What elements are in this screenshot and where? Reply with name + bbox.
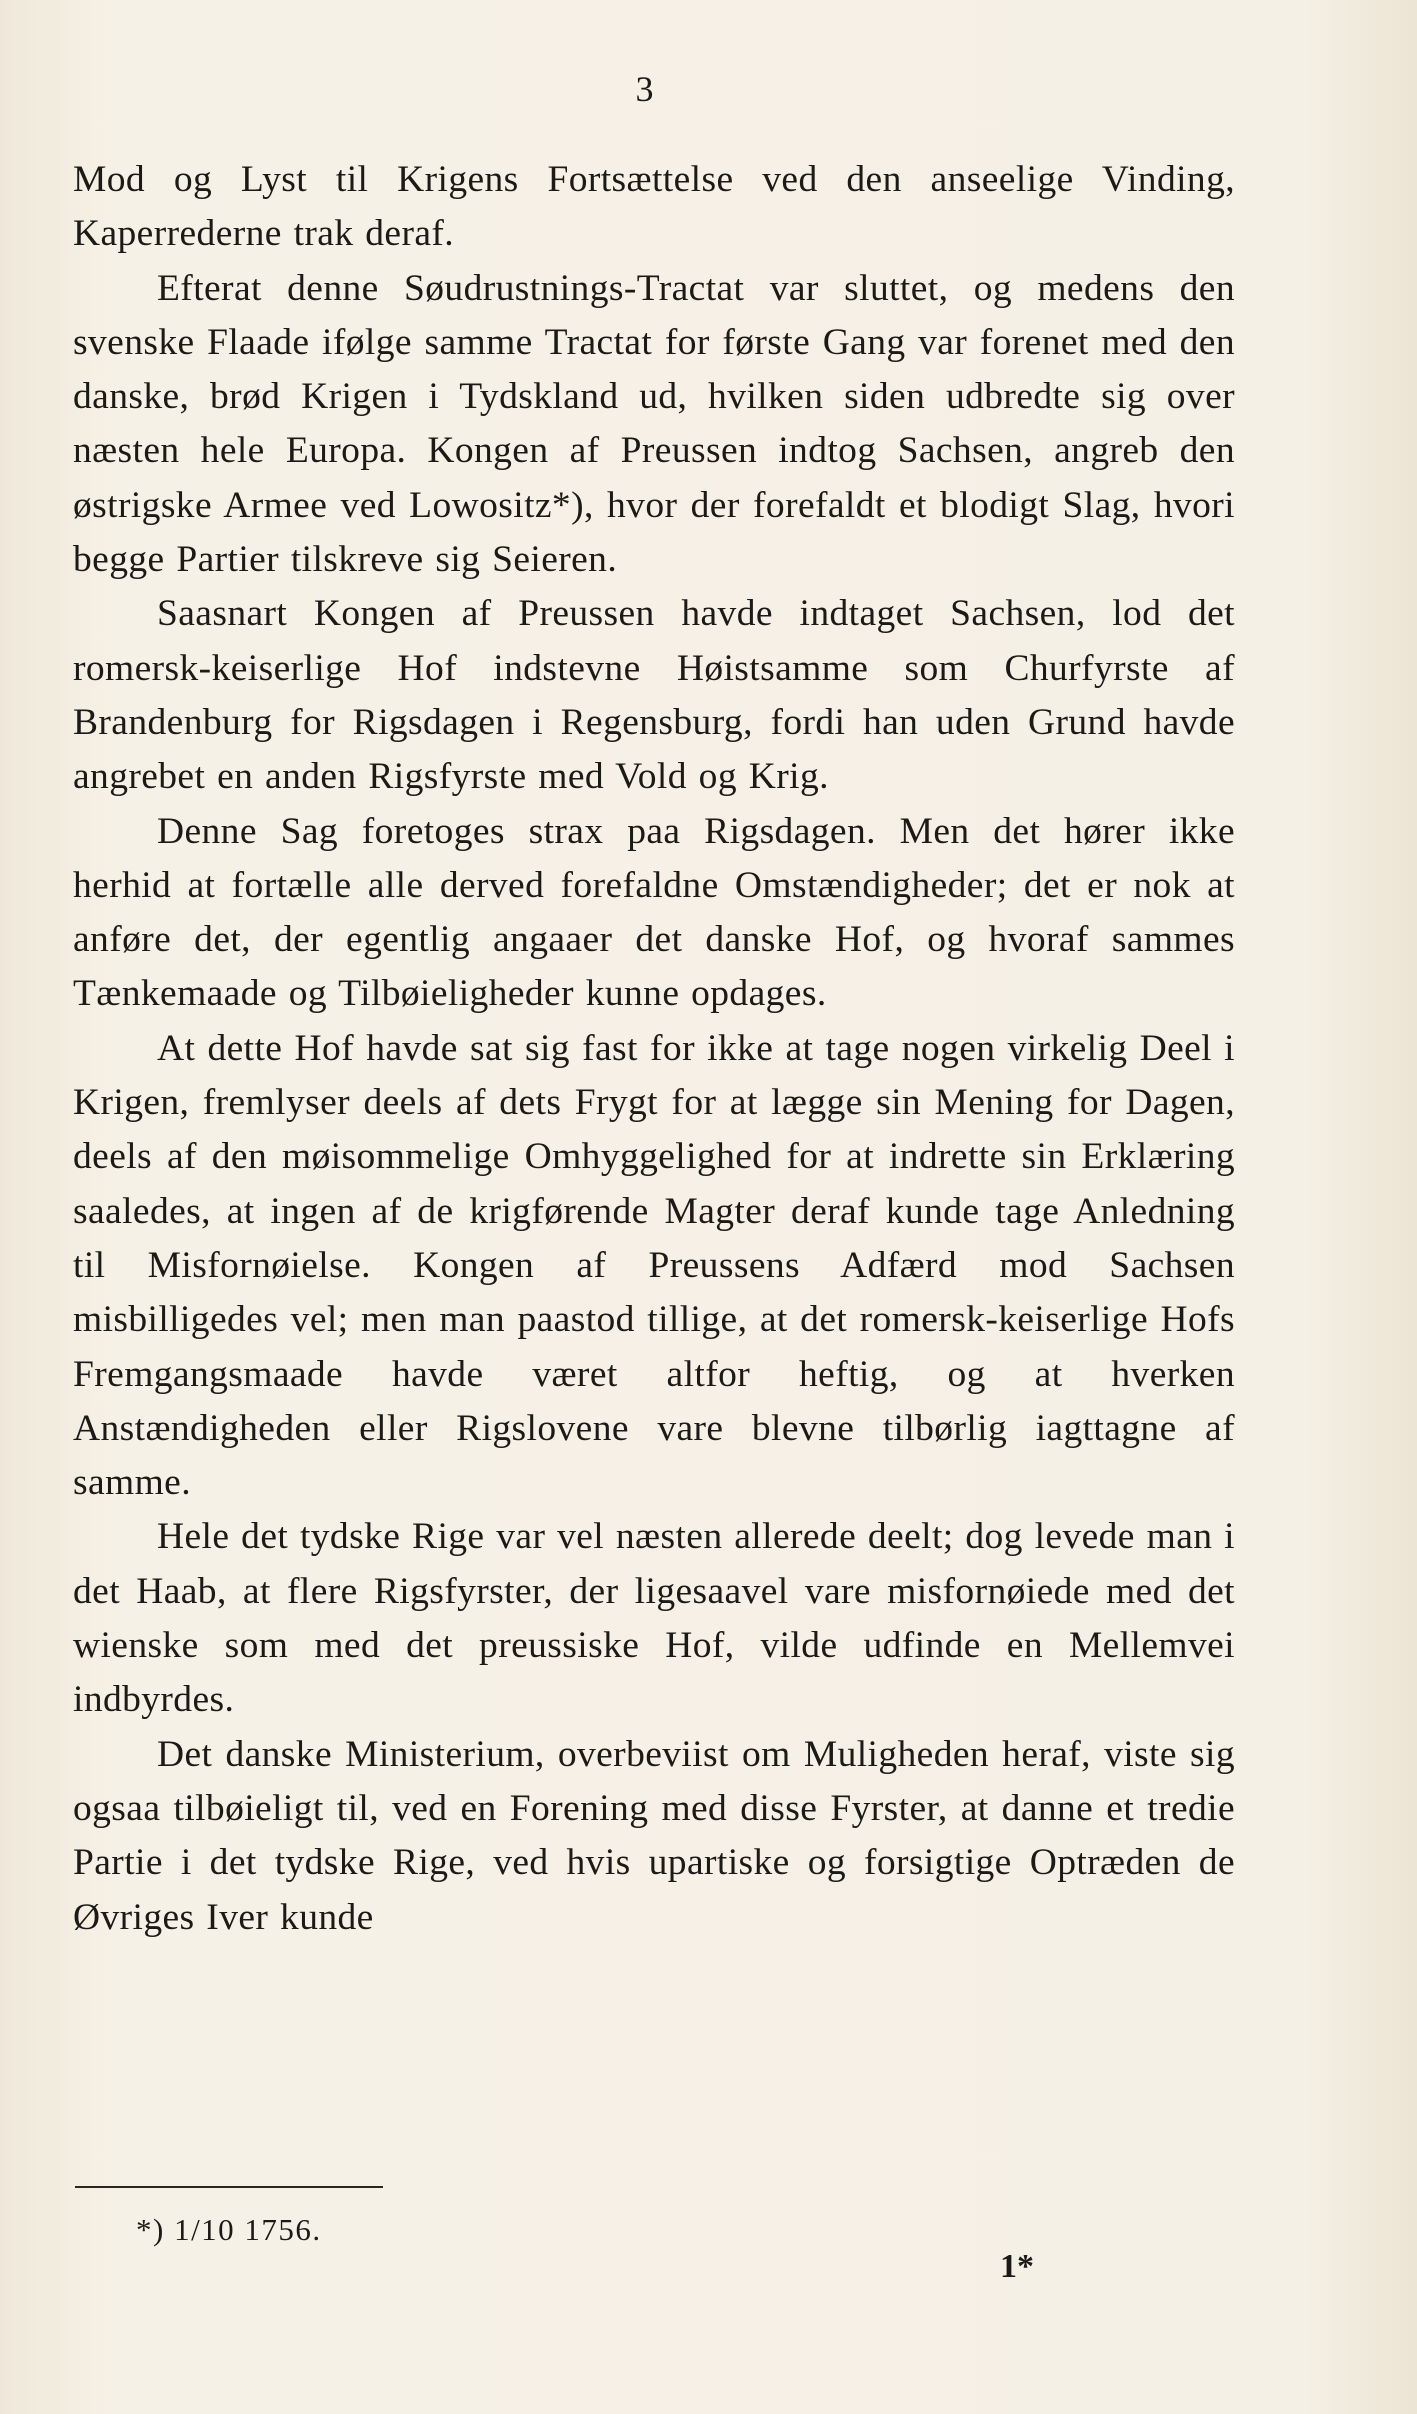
body-text [73,153,1235,1945]
paragraph: Efterat denne Søudrustnings-Tractat var sluttet, og medens den svenske Flaade ifølge samme Tractat for første Gang var forenet med den danske, brød Krigen i Tydskland ud, hvilken siden udbredte sig over næsten hele Europa. Kongen af Preussen indtog Sachsen, angreb den østrigske Armee ved Lowositz*), hvor der forefaldt et blodigt Slag, hvori begge Partier tilskreve sig Seieren. [73,267,1235,581]
paragraph: Saasnart Kongen af Preussen havde indtaget Sachsen, lod det romersk-keiserlige Hof indstevne Høistsamme som Churfyrste af Brandenburg for Rigsdagen i Regensburg, fordi han uden Grund havde angrebet en anden Rigsfyrste med Vold og Krig. [73,593,1235,798]
footnote-divider [75,2186,383,2188]
paragraph: At dette Hof havde sat sig fast for ikke at tage nogen virkelig Deel i Krigen, fremlyser deels af dets Frygt for at lægge sin Mening for Dagen, deels af den møisommelige Omhyggelighed for at indrette sin Erklæring saaledes, at ingen af de krigførende Magter deraf kunde tage Anledning til Misfornøielse. Kongen af Preussens Adfærd mod Sachsen misbilligedes vel; men man paastod tillige, at det romersk-keiserlige Hofs Fremgangsmaade havde været altfor heftig, og at hverken Anstændigheden eller Rigslovene vare blevne tilbørlig iagttagne af samme. [73,1027,1235,1504]
paragraph: Hele det tydske Rige var vel næsten allerede deelt; dog levede man i det Haab, at flere Rigsfyrster, der ligesaavel vare misfornøiede med det wienske som med det preussiske Hof, vilde udfinde en Mellemvei indbyrdes. [73,1516,1235,1721]
paragraph: Mod og Lyst til Krigens Fortsættelse ved den anseelige Vinding, Kaperrederne trak deraf. [73,159,1235,255]
paragraph: Det danske Ministerium, overbeviist om Muligheden heraf, viste sig ogsaa tilbøieligt til, ved en Forening med disse Fyrster, at danne et tredie Partie i det tydske Rige, ved hvis upartiske og forsigtige Optræden de Øvriges Iver kunde [73,1733,1235,1938]
page-number: 3 [635,69,655,109]
footnote: *) 1/10 1756. [136,2212,322,2247]
paragraph: Denne Sag foretoges strax paa Rigsdagen. Men det hører ikke herhid at fortælle alle derved forefaldne Omstændigheder; det er nok at anføre det, der egentlig angaaer det danske Hof, og hvoraf sammes Tænkemaade og Tilbøieligheder kunne opdages. [73,810,1235,1015]
signature-mark: 1* [1000,2248,1034,2285]
